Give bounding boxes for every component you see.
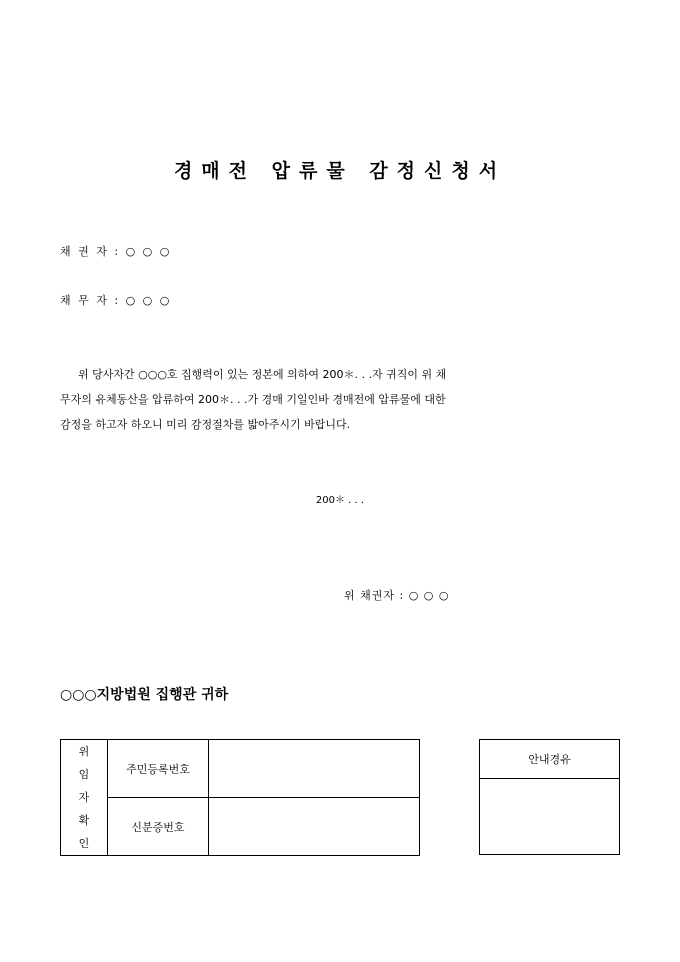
id-card-number-label: 신분증번호 xyxy=(108,798,209,856)
guide-field[interactable] xyxy=(480,779,620,855)
delegate-confirm-label xyxy=(61,740,108,856)
id-card-number-field[interactable] xyxy=(209,798,420,856)
signer-line: 위 채권자 : ○ ○ ○ xyxy=(344,589,450,602)
vertical-char-4: 확 xyxy=(78,814,90,827)
body-line-2: 무자의 유체동산을 압류하여 200＊. . .가 경매 기일인바 경매전에 압류물에 대한 xyxy=(60,393,446,406)
delegate-confirmation-table xyxy=(60,739,420,856)
vertical-char-2: 임 xyxy=(78,768,90,781)
vertical-char-5: 인 xyxy=(78,837,90,850)
filing-date: 200＊ . . . xyxy=(315,495,365,506)
resident-number-field[interactable] xyxy=(209,740,420,798)
vertical-char-1: 위 xyxy=(78,745,90,758)
document-title: 경매전 압류물 감정신청서 xyxy=(173,160,507,182)
request-body xyxy=(60,362,622,437)
vertical-char-3: 자 xyxy=(78,791,90,804)
resident-number-label: 주민등록번호 xyxy=(108,740,209,798)
addressee-line: ○○○지방법원 집행관 귀하 xyxy=(60,687,229,703)
creditor-line: 채 권 자 : ○ ○ ○ xyxy=(60,245,172,258)
debtor-line: 채 무 자 : ○ ○ ○ xyxy=(60,294,172,307)
body-line-3: 감정을 하고자 하오니 미리 감정절차를 밟아주시기 바랍니다. xyxy=(60,418,351,431)
guide-box xyxy=(479,739,620,855)
body-line-1: 위 당사자간 ○○○호 집행력이 있는 정본에 의하여 200＊. . .자 귀직이 위 채 xyxy=(78,368,447,381)
guide-header: 안내경유 xyxy=(480,740,620,779)
